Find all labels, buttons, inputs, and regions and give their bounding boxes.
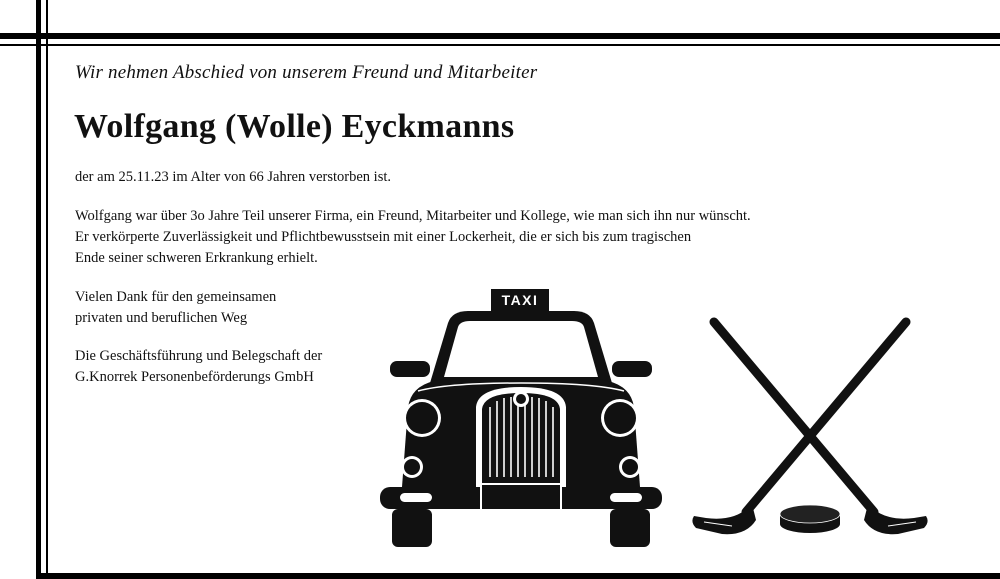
- deceased-name: Wolfgang (Wolle) Eyckmanns: [74, 108, 515, 145]
- frame-left-outer: [36, 0, 41, 579]
- hockey-sticks-icon: [688, 314, 932, 536]
- tribute-line: Er verkörperte Zuverlässigkeit und Pflichtbewusstsein mit einer Lockerheit, die er sich bis zum tragischen: [75, 229, 692, 245]
- thanks-paragraph: [75, 287, 276, 329]
- frame-top-inner: [0, 44, 1000, 46]
- thanks-line: privaten und beruflichen Weg: [75, 310, 248, 326]
- taxi-icon: [378, 287, 664, 549]
- tribute-paragraph: [75, 206, 751, 269]
- taxi-sign-label: TAXI: [501, 292, 539, 308]
- frame-left-inner: [46, 0, 48, 579]
- tribute-line: Ende seiner schweren Erkrankung erhielt.: [75, 250, 318, 266]
- intro-line: Wir nehmen Abschied von unserem Freund und Mitarbeiter: [75, 62, 538, 83]
- puck-icon: [780, 505, 840, 533]
- tribute-line: Wolfgang war über 3o Jahre Teil unserer Firma, ein Freund, Mitarbeiter und Kollege, wie man sich ihn nur wünscht.: [75, 208, 751, 224]
- signature-line: G.Knorrek Personenbeförderungs GmbH: [75, 369, 314, 385]
- frame-bottom: [36, 573, 1000, 579]
- death-line: der am 25.11.23 im Alter von 66 Jahren verstorben ist.: [75, 169, 391, 185]
- frame-top-outer: [0, 33, 1000, 39]
- signature: [75, 346, 322, 388]
- signature-line: Die Geschäftsführung und Belegschaft der: [75, 348, 323, 364]
- thanks-line: Vielen Dank für den gemeinsamen: [75, 289, 277, 305]
